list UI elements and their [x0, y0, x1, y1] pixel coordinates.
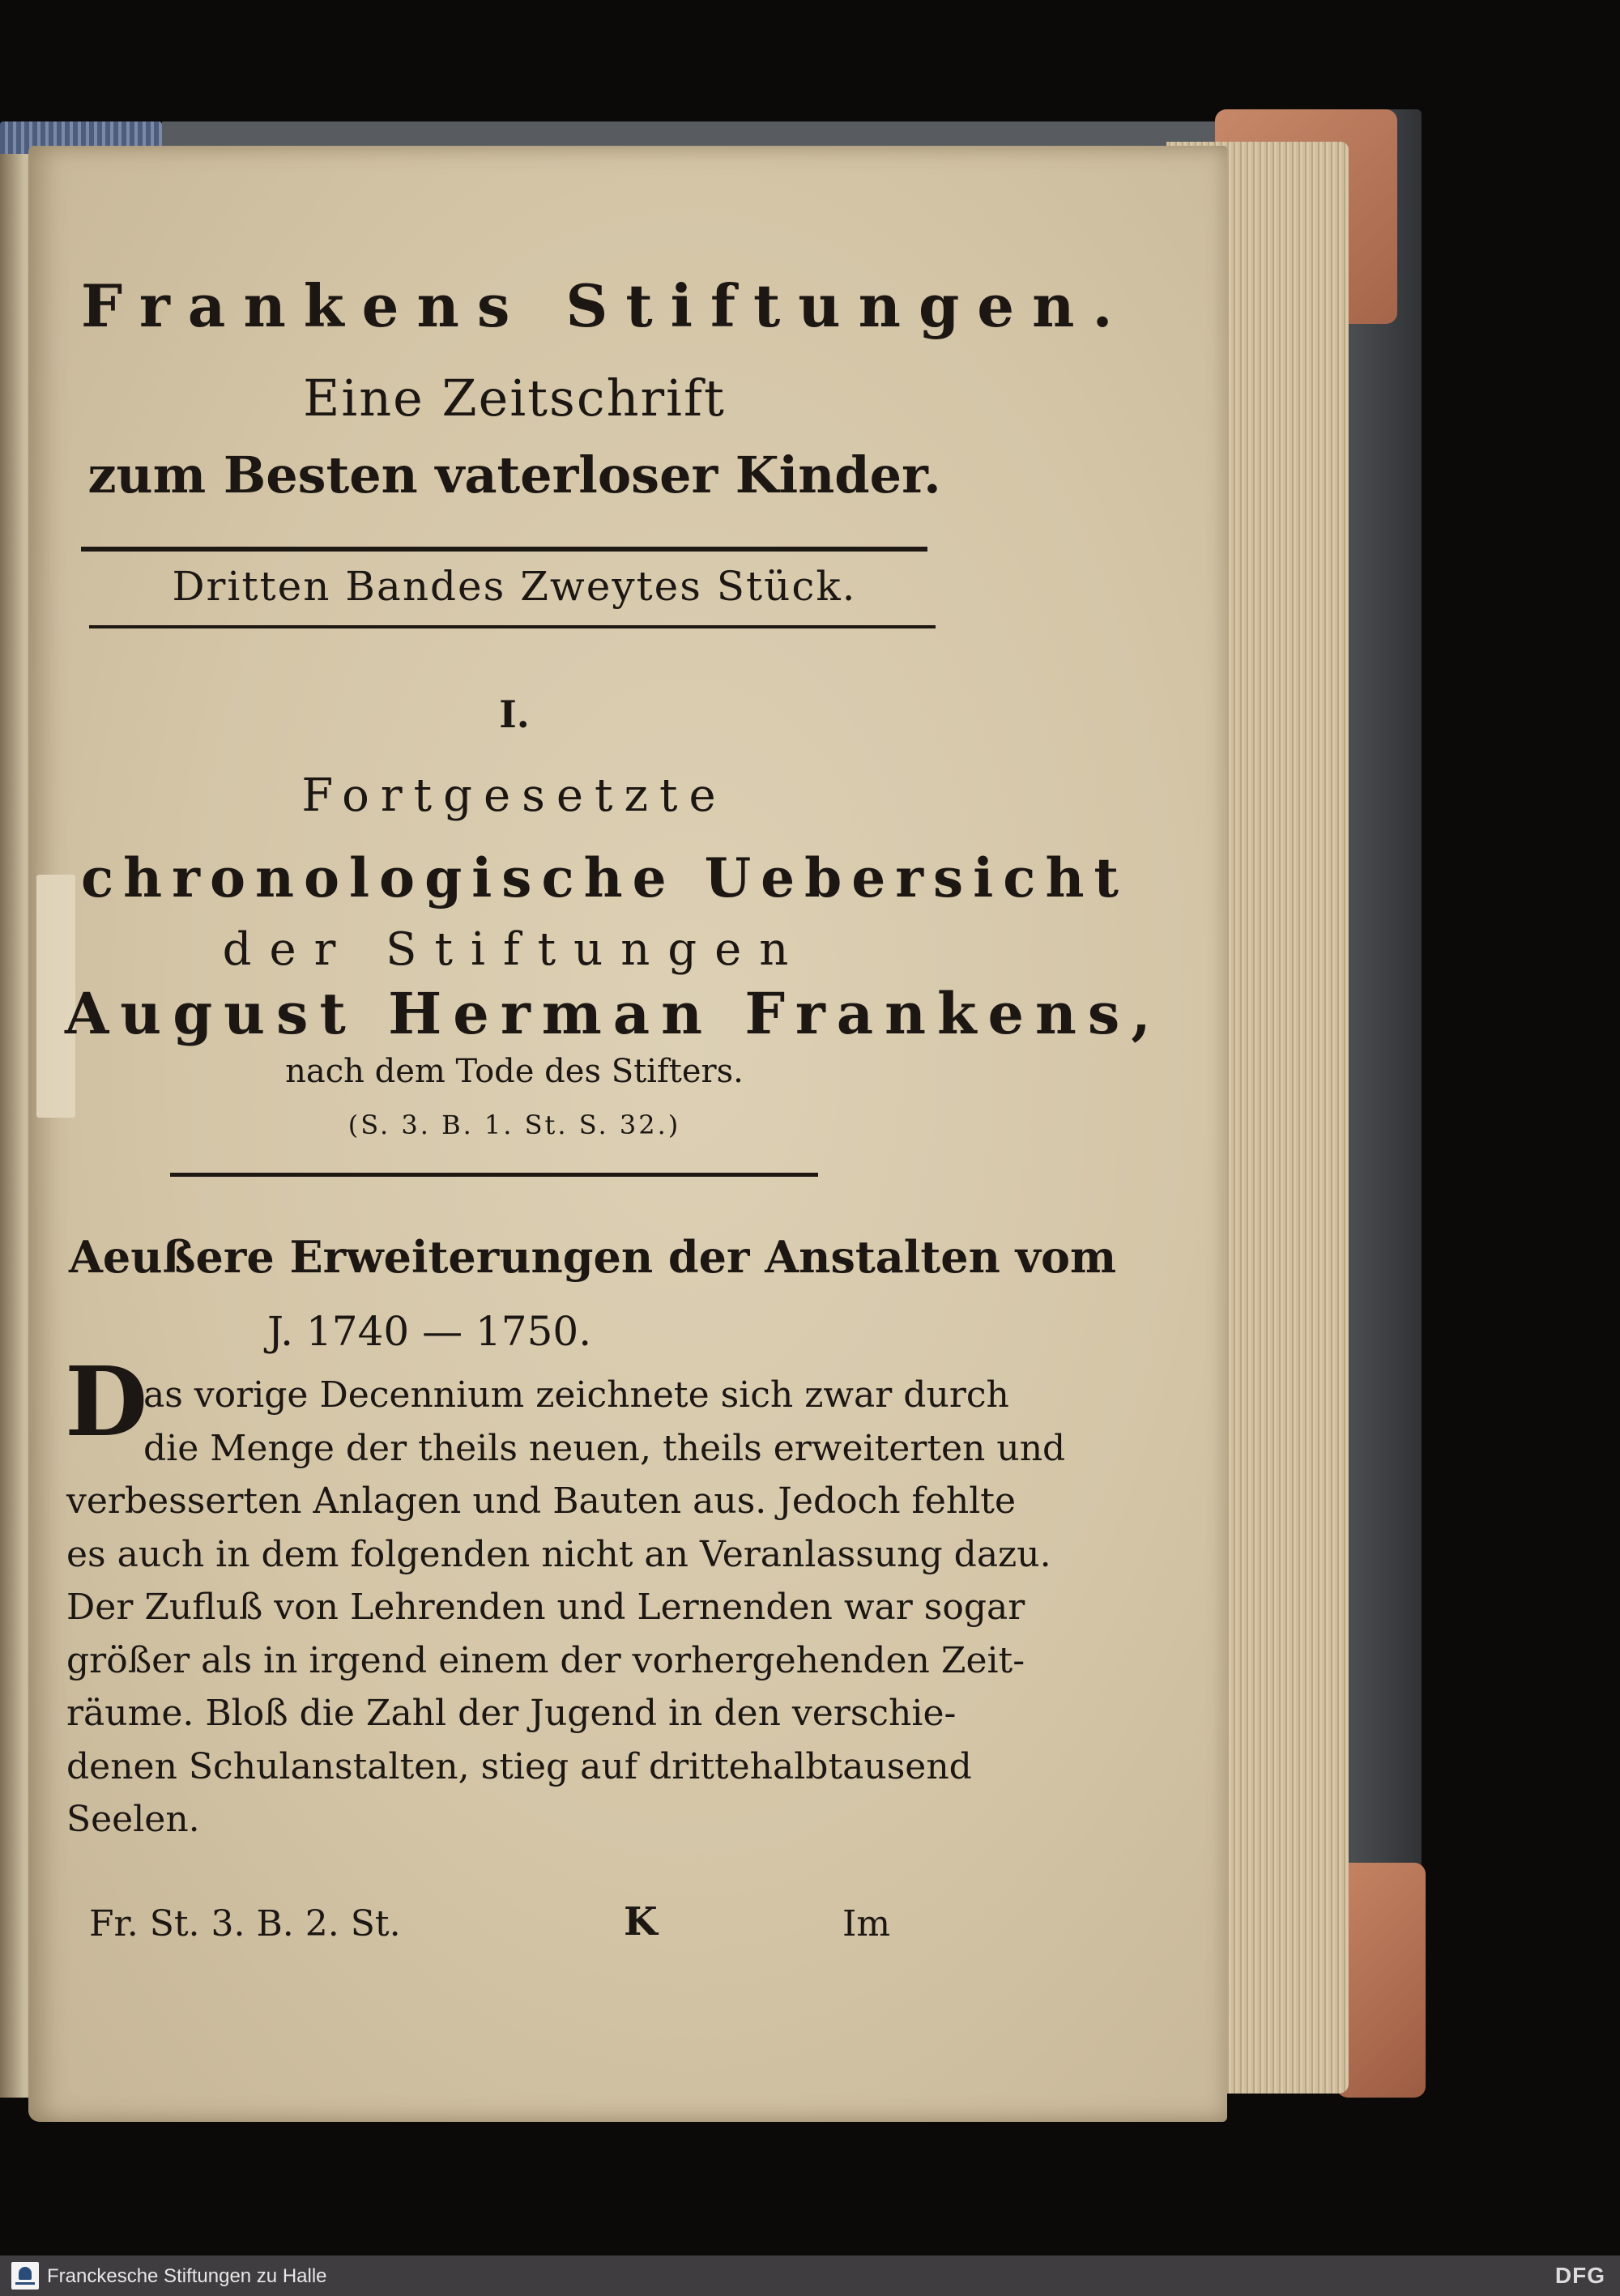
heading-line-1: Fortgesetzte: [301, 769, 727, 822]
body-line: verbesserten Anlagen und Bauten aus. Jedoch fehlte: [66, 1480, 1017, 1522]
body-line: Seelen.: [66, 1799, 200, 1840]
signature-letter: K: [624, 1899, 658, 1945]
heading-rule: [170, 1173, 818, 1177]
body-line: es auch in dem folgenden nicht an Veranlassung dazu.: [66, 1533, 1051, 1575]
page-title: Frankens Stiftungen.: [81, 271, 1131, 340]
section-title-line-2: J. 1740 — 1750.: [267, 1308, 592, 1355]
subtitle-line-1: Eine Zeitschrift: [303, 368, 726, 428]
body-paragraph: [66, 1369, 1066, 1847]
subtitle-line-2: zum Besten vaterloser Kinder.: [87, 445, 941, 505]
body-line: as vorige Decennium zeichnete sich zwar durch: [143, 1374, 1009, 1416]
dfg-logo: DFG: [1554, 2263, 1605, 2288]
section-title-line-1: Aeußere Erweiterungen der Anstalten vom: [69, 1231, 1117, 1283]
body-line: größer als in irgend einem der vorhergehenden Zeit-: [66, 1639, 1025, 1681]
body-line: die Menge der theils neuen, theils erweiterten und: [143, 1427, 1066, 1469]
body-line: Der Zufluß von Lehrenden und Lernenden war sogar: [66, 1587, 1025, 1628]
heading-line-3: der Stiftungen: [222, 923, 807, 976]
catchword: Im: [842, 1903, 891, 1945]
heading-line-2: chronologische Uebersicht: [81, 846, 1128, 909]
heading-line-5: nach dem Tode des Stifters.: [285, 1053, 744, 1090]
title-rule-bottom: [89, 625, 936, 628]
body-line: räume. Bloß die Zahl der Jugend in den verschie-: [66, 1693, 957, 1734]
heading-line-4: August Herman Frankens,: [65, 980, 1162, 1047]
francke-foundation-logo-icon: [11, 2262, 39, 2290]
heading-reference: (S. 3. B. 1. St. S. 32.): [347, 1110, 681, 1140]
section-number: I.: [499, 692, 530, 736]
viewer-footer-bar: [0, 2256, 1620, 2296]
footer-institution-label: Franckesche Stiftungen zu Halle: [47, 2265, 327, 2287]
body-line: denen Schulanstalten, stieg auf drittehalbtausend: [66, 1745, 972, 1787]
drop-cap: D: [65, 1345, 148, 1458]
signature-mark: Fr. St. 3. B. 2. St.: [89, 1903, 401, 1945]
leather-corner-bottom: [1336, 1863, 1426, 2098]
title-rule-top: [81, 547, 927, 552]
issue-label: Dritten Bandes Zweytes Stück.: [172, 563, 857, 610]
